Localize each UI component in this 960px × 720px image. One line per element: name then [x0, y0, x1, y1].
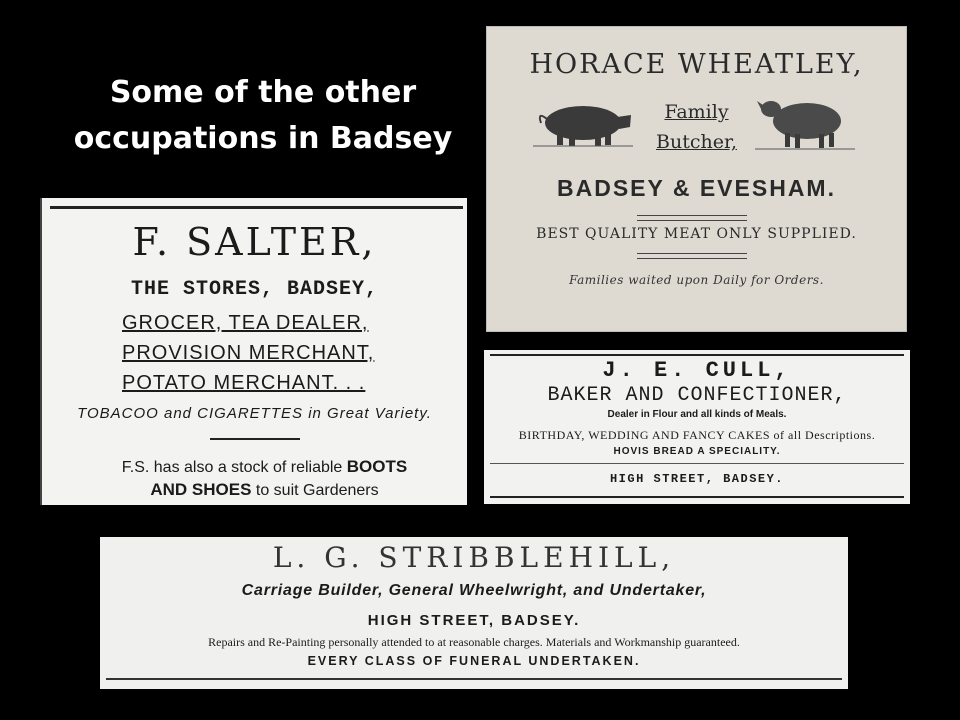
advert-name: F. SALTER,: [132, 220, 377, 264]
advert-address: HIGH STREET, BADSEY.: [367, 612, 581, 629]
repairs-line: Repairs and Re-Painting personally attended to at reasonable charges. Materials and Workmanship guaranteed.: [208, 635, 740, 649]
double-rule: [637, 215, 747, 221]
boots-text-pre: F.S. has also a stock of reliable: [121, 459, 343, 476]
hovis-line: HOVIS BREAD A SPECIALITY.: [613, 446, 781, 457]
funeral-line: EVERY CLASS OF FUNERAL UNDERTAKEN.: [307, 654, 641, 668]
wheatley-advert: [486, 26, 907, 332]
slide-title: [68, 70, 458, 162]
bottom-rule: [490, 496, 904, 498]
trade-line: GROCER, TEA DEALER,: [122, 312, 369, 334]
top-rule: [490, 354, 904, 356]
advert-address: THE STORES, BADSEY,: [130, 278, 379, 301]
bottom-rule: [106, 678, 842, 680]
boots-note: [82, 456, 447, 502]
shoes-text-bold: AND SHOES: [150, 480, 252, 499]
family-line: Family: [664, 101, 729, 123]
families-line: Families waited upon Daily for Orders.: [569, 273, 824, 287]
advert-name: L. G. STRIBBLEHILL,: [272, 541, 676, 574]
double-rule: [637, 253, 747, 259]
cakes-line: BIRTHDAY, WEDDING AND FANCY CAKES of all Descriptions.: [518, 428, 876, 442]
tobacco-line: TOBACOO and CIGARETTES in Great Variety.: [77, 405, 432, 422]
cull-advert: [484, 350, 910, 504]
divider-rule: [490, 463, 904, 464]
slide-title-line-2: occupations in Badsey: [73, 121, 453, 156]
salter-advert: [40, 198, 467, 505]
trade-list: [122, 308, 374, 398]
divider-rule: [210, 438, 300, 440]
boots-text-bold: BOOTS: [346, 457, 408, 476]
top-rule: [50, 206, 463, 209]
trade-line: PROVISION MERCHANT,: [122, 342, 375, 364]
trade-line: BAKER AND CONFECTIONER,: [547, 384, 847, 407]
advert-address: HIGH STREET, BADSEY.: [609, 472, 785, 486]
slide-title-line-1: Some of the other: [109, 75, 417, 110]
dealer-line: Dealer in Flour and all kinds of Meals.: [607, 409, 787, 420]
advert-address: BADSEY & EVESHAM.: [557, 175, 836, 201]
quality-line: BEST QUALITY MEAT ONLY SUPPLIED.: [536, 226, 857, 242]
advert-name: HORACE WHEATLEY,: [529, 49, 864, 80]
trade-line: Carriage Builder, General Wheelwright, and Undertaker,: [241, 582, 707, 599]
stribblehill-advert: [100, 537, 848, 689]
advert-name: J. E. CULL,: [602, 358, 792, 383]
trade-line: POTATO MERCHANT. . .: [122, 372, 366, 394]
family-butcher: [487, 97, 906, 157]
butcher-line: Butcher,: [656, 131, 737, 153]
boots-text-post: to suit Gardeners: [255, 482, 379, 499]
